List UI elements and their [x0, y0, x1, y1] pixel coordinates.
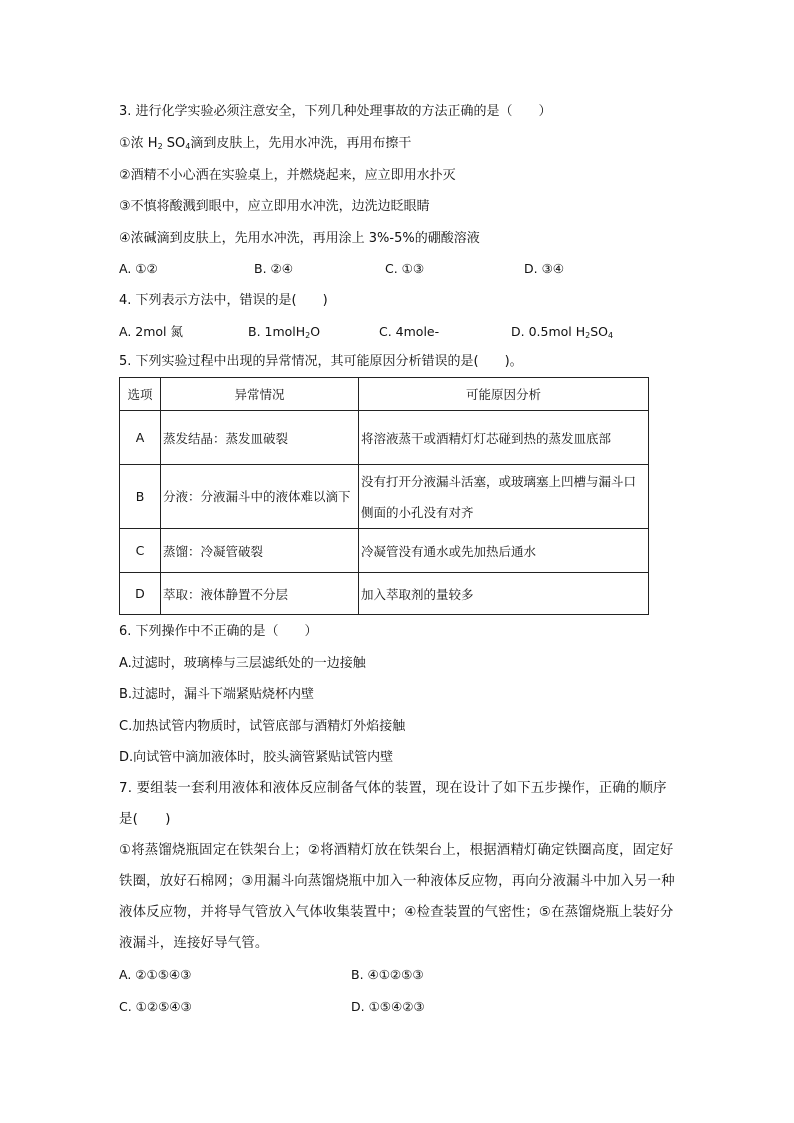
q5-row-d-abnormal: 萃取：液体静置不分层	[161, 573, 359, 615]
q3-option-b: B. ②④	[254, 261, 293, 276]
q4-option-b	[248, 323, 320, 345]
q3-item-1-mid: SO	[162, 136, 186, 151]
q4-option-b-pre: B. 1molH	[248, 324, 306, 339]
table-row	[120, 411, 649, 465]
q6-stem: 6. 下列操作中不正确的是（ ）	[119, 624, 318, 639]
table-row	[120, 573, 649, 615]
q7-option-c: C. ①②⑤④③	[119, 999, 192, 1014]
q5-row-a-abnormal: 蒸发结晶：蒸发皿破裂	[161, 411, 359, 465]
q6-option-a: A.过滤时，玻璃棒与三层滤纸处的一边接触	[119, 656, 366, 671]
q3-item-1-sub2: 4	[185, 142, 191, 151]
q3-option-c: C. ①③	[385, 261, 425, 276]
q4-stem: 4. 下列表示方法中，错误的是( )	[119, 293, 328, 308]
q6-option-d: D.向试管中滴加液体时，胶头滴管紧贴试管内壁	[119, 750, 394, 765]
q3-item-2: ②酒精不小心洒在实验桌上，并燃烧起来，应立即用水扑灭	[119, 168, 456, 183]
q7-option-a: A. ②①⑤④③	[119, 967, 192, 982]
q5-row-a-option: A	[120, 411, 161, 465]
q7-body: ①将蒸馏烧瓶固定在铁架台上；②将酒精灯放在铁架台上，根据酒精灯确定铁圈高度，固定好铁圈，放好石棉网；③用漏斗向蒸馏烧瓶中加入一种液体反应物，再向分液漏斗中加入另一种液体反应物，并将导气管放入气体收集装置中；④检查装置的气密性；⑤在蒸馏烧瓶上装好分液漏斗，连接好导气管。	[119, 843, 675, 951]
q7-option-b: B. ④①②⑤③	[351, 967, 424, 982]
q3-item-1-pre: ①浓 H	[119, 136, 158, 151]
q5-row-a-reason: 将溶液蒸干或酒精灯灯芯碰到热的蒸发皿底部	[359, 411, 649, 465]
q4-option-d-pre: D. 0.5mol H	[511, 324, 586, 339]
q3-option-d: D. ③④	[524, 261, 564, 276]
q3-item-1	[119, 135, 411, 156]
q3-item-1-tail: 滴到皮肤上，先用水冲洗，再用布擦干	[190, 136, 412, 151]
q5-header-abnormal: 异常情况	[161, 378, 359, 411]
q5-row-b-abnormal: 分液：分液漏斗中的液体难以滴下	[161, 465, 359, 529]
q3-item-1-sub1: 2	[157, 142, 163, 151]
q4-option-d-sub1: 2	[585, 331, 591, 340]
table-row	[120, 529, 649, 573]
q5-table-header-row	[120, 378, 649, 411]
q5-row-c-option: C	[120, 529, 161, 573]
q3-item-4: ④浓碱滴到皮肤上，先用水冲洗，再用涂上 3%-5%的硼酸溶液	[119, 231, 480, 246]
q6-option-c: C.加热试管内物质时，试管底部与酒精灯外焰接触	[119, 719, 406, 734]
q5-table	[119, 377, 649, 615]
table-row	[120, 465, 649, 529]
q6-option-b: B.过滤时，漏斗下端紧贴烧杯内壁	[119, 687, 315, 702]
q7-option-d: D. ①⑤④②③	[351, 999, 425, 1014]
q5-header-option: 选项	[120, 378, 161, 411]
q5-row-c-reason: 冷凝管没有通水或先加热后通水	[359, 529, 649, 573]
q4-option-d-sub2: 4	[608, 331, 614, 340]
q3-stem: 3. 进行化学实验必须注意安全，下列几种处理事故的方法正确的是（ ）	[119, 104, 552, 119]
q5-row-c-abnormal: 蒸馏：冷凝管破裂	[161, 529, 359, 573]
q4-option-d	[511, 323, 613, 345]
q4-option-b-sub: 2	[305, 331, 311, 340]
q5-row-d-option: D	[120, 573, 161, 615]
q3-item-3: ③不慎将酸溅到眼中，应立即用水冲洗，边洗边眨眼睛	[119, 199, 430, 214]
q4-option-c: C. 4mole-	[379, 324, 440, 339]
q4-option-d-mid: SO	[590, 324, 608, 339]
q3-option-a: A. ①②	[119, 261, 158, 276]
q5-row-d-reason: 加入萃取剂的量较多	[359, 573, 649, 615]
q4-option-b-post: O	[310, 324, 321, 339]
q7-stem: 7. 要组装一套利用液体和液体反应制备气体的装置，现在设计了如下五步操作，正确的顺序是( )	[119, 781, 667, 827]
q5-header-reason: 可能原因分析	[359, 378, 649, 411]
q5-row-b-reason: 没有打开分液漏斗活塞，或玻璃塞上凹槽与漏斗口侧面的小孔没有对齐	[359, 465, 649, 529]
q5-row-b-option: B	[120, 465, 161, 529]
q4-option-a: A. 2mol 氮	[119, 324, 184, 339]
q5-stem: 5. 下列实验过程中出现的异常情况，其可能原因分析错误的是( )。	[119, 354, 523, 369]
